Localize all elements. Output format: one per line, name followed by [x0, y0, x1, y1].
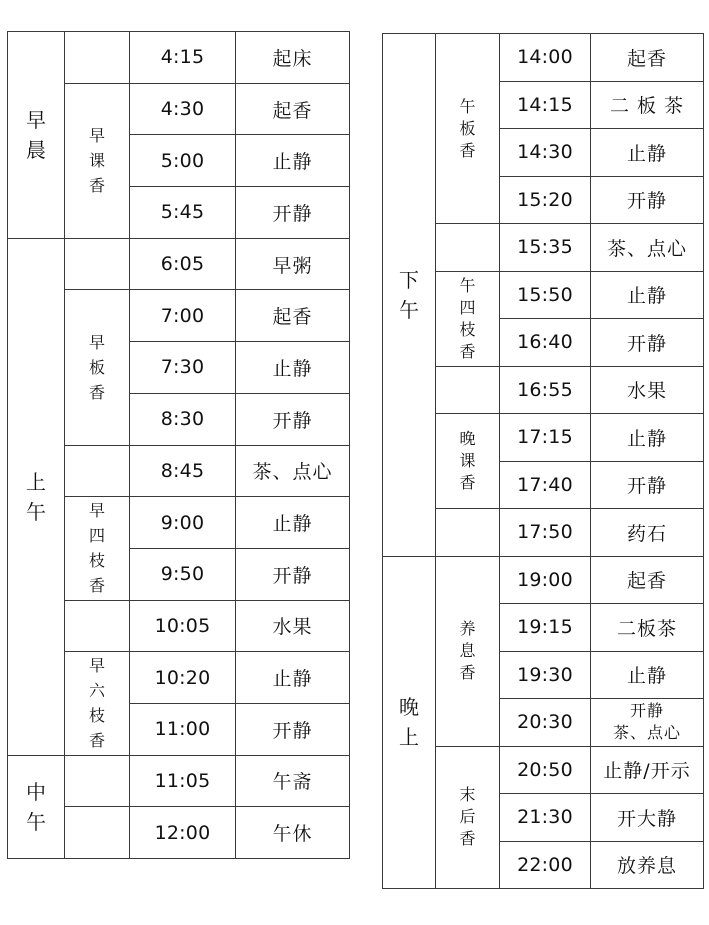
time-cell: 15:35 — [500, 224, 591, 272]
session-cell — [436, 271, 500, 366]
period-cell — [383, 34, 436, 557]
time-cell: 19:15 — [500, 604, 591, 652]
period-label: 下午 — [399, 267, 419, 322]
time-cell: 22:00 — [500, 841, 591, 889]
session-label: 早课香 — [88, 126, 105, 196]
session-cell — [65, 807, 130, 859]
activity-cell: 止静 — [591, 414, 704, 462]
activity-cell: 开静 — [591, 176, 704, 224]
activity-cell: 早粥 — [236, 238, 350, 290]
period-cell — [8, 755, 65, 858]
time-cell: 11:05 — [130, 755, 236, 807]
activity-cell: 止静 — [591, 651, 704, 699]
time-cell: 4:15 — [130, 32, 236, 84]
session-cell — [436, 34, 500, 224]
activity-cell: 放养息 — [591, 841, 704, 889]
time-cell: 15:50 — [500, 271, 591, 319]
activity-cell: 二板茶 — [591, 604, 704, 652]
session-cell — [436, 414, 500, 509]
activity-cell — [591, 699, 704, 747]
activity-cell: 止静 — [591, 129, 704, 177]
session-cell — [65, 290, 130, 445]
activity-cell: 二 板 茶 — [591, 81, 704, 129]
period-label: 晚上 — [399, 695, 419, 750]
activity-cell: 起香 — [591, 556, 704, 604]
period-label: 上午 — [26, 469, 46, 524]
activity-cell: 开静 — [591, 461, 704, 509]
time-cell: 4:30 — [130, 83, 236, 135]
session-label: 末后香 — [459, 785, 476, 849]
time-cell: 6:05 — [130, 238, 236, 290]
time-cell: 8:30 — [130, 393, 236, 445]
time-cell: 9:50 — [130, 548, 236, 600]
period-label: 中午 — [26, 779, 46, 834]
time-cell: 20:30 — [500, 699, 591, 747]
activity-cell: 开静 — [591, 319, 704, 367]
activity-cell: 开大静 — [591, 794, 704, 842]
time-cell: 15:20 — [500, 176, 591, 224]
session-cell — [65, 32, 130, 84]
activity-cell: 起床 — [236, 32, 350, 84]
activity-cell: 开静 — [236, 548, 350, 600]
activity-cell: 止静 — [236, 135, 350, 187]
session-cell — [436, 366, 500, 414]
time-cell: 7:00 — [130, 290, 236, 342]
schedule-row — [383, 556, 704, 604]
time-cell: 9:00 — [130, 497, 236, 549]
session-cell — [65, 600, 130, 652]
time-cell: 7:30 — [130, 342, 236, 394]
session-label: 养息香 — [459, 619, 476, 682]
activity-cell: 茶、点心 — [591, 224, 704, 272]
time-cell: 19:00 — [500, 556, 591, 604]
time-cell: 5:45 — [130, 187, 236, 239]
time-cell: 21:30 — [500, 794, 591, 842]
session-cell — [65, 652, 130, 755]
activity-cell: 止静 — [591, 271, 704, 319]
session-cell — [65, 238, 130, 290]
activity-cell: 药石 — [591, 509, 704, 557]
session-label: 午四枝香 — [459, 275, 476, 361]
session-cell — [65, 83, 130, 238]
session-cell — [436, 556, 500, 746]
activity-cell: 午休 — [236, 807, 350, 859]
session-label: 晚课香 — [459, 429, 476, 492]
schedule-row — [8, 755, 350, 807]
time-cell: 14:30 — [500, 129, 591, 177]
session-cell — [436, 224, 500, 272]
session-cell — [65, 497, 130, 600]
time-cell: 14:00 — [500, 34, 591, 82]
time-cell: 16:40 — [500, 319, 591, 367]
time-cell: 5:00 — [130, 135, 236, 187]
time-cell: 10:05 — [130, 600, 236, 652]
session-cell — [65, 445, 130, 497]
time-cell: 10:20 — [130, 652, 236, 704]
schedule-table-left — [7, 31, 350, 859]
activity-cell: 起香 — [236, 290, 350, 342]
schedule-row — [383, 34, 704, 82]
time-cell: 19:30 — [500, 651, 591, 699]
activity-cell: 起香 — [591, 34, 704, 82]
schedule-table-left-body — [8, 32, 350, 859]
activity-cell: 水果 — [236, 600, 350, 652]
schedule-row — [8, 32, 350, 84]
activity-cell: 止静 — [236, 497, 350, 549]
activity-cell: 水果 — [591, 366, 704, 414]
activity-cell: 起香 — [236, 83, 350, 135]
activity-cell: 止静 — [236, 652, 350, 704]
time-cell: 11:00 — [130, 703, 236, 755]
activity-cell: 开静 — [236, 187, 350, 239]
time-cell: 12:00 — [130, 807, 236, 859]
activity-line: 茶、点心 — [612, 723, 681, 743]
session-label: 早四枝香 — [88, 501, 105, 596]
session-label: 早六枝香 — [88, 656, 105, 751]
schedule-table-right — [382, 33, 704, 889]
period-cell — [383, 556, 436, 889]
session-cell — [65, 755, 130, 807]
activity-cell: 止静 — [236, 342, 350, 394]
time-cell: 16:55 — [500, 366, 591, 414]
time-cell: 14:15 — [500, 81, 591, 129]
period-cell — [8, 32, 65, 239]
period-cell — [8, 238, 65, 755]
session-cell — [436, 509, 500, 557]
schedule-table-right-body — [383, 34, 704, 889]
activity-cell: 茶、点心 — [236, 445, 350, 497]
schedule-row — [8, 238, 350, 290]
time-cell: 17:40 — [500, 461, 591, 509]
activity-cell: 午斋 — [236, 755, 350, 807]
activity-cell: 开静 — [236, 703, 350, 755]
activity-line: 开静 — [629, 701, 664, 721]
period-label: 早晨 — [26, 107, 46, 162]
activity-cell: 止静/开示 — [591, 746, 704, 794]
session-cell — [436, 746, 500, 889]
activity-cell: 开静 — [236, 393, 350, 445]
time-cell: 17:50 — [500, 509, 591, 557]
session-label: 午板香 — [459, 96, 476, 160]
session-label: 早板香 — [88, 332, 105, 402]
time-cell: 20:50 — [500, 746, 591, 794]
time-cell: 17:15 — [500, 414, 591, 462]
time-cell: 8:45 — [130, 445, 236, 497]
